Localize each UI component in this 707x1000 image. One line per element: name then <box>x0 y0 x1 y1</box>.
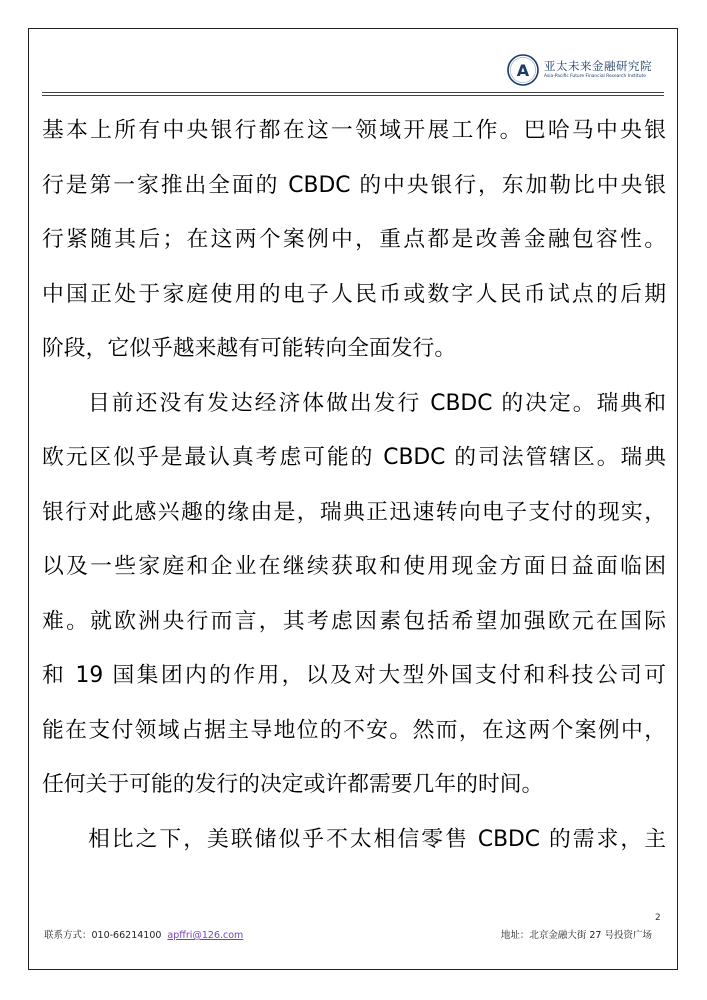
text-line: 中国正处于家庭使用的电子人民币或数字人民币试点的后期 <box>42 281 666 307</box>
text-line: 难。就欧洲央行而言，其考虑因素包括希望加强欧元在国际 <box>42 608 666 634</box>
text-line: 和 19 国集团内的作用，以及对大型外国支付和科技公司可 <box>42 663 666 688</box>
text-line: 行是第一家推出全面的 CBDC 的中央银行，东加勒比中央银 <box>42 172 666 198</box>
footer-address: 地址：北京金融大街 27 号投资广场 <box>500 930 652 941</box>
paragraph-1 <box>42 104 666 377</box>
text-line: 基本上所有中央银行都在这一领域开展工作。巴哈马中央银 <box>42 118 666 143</box>
text-line: 任何关于可能的发行的决定或许都需要几年的时间。 <box>42 772 544 797</box>
text-line: 相比之下，美联储似乎不太相信零售 CBDC 的需求，主 <box>88 826 666 852</box>
paragraph-2 <box>42 377 666 813</box>
contact-phone: 联系方式：010-66214100 <box>44 930 162 941</box>
footer-contact <box>44 927 243 941</box>
body-text <box>42 104 666 867</box>
text-line: 阶段，它似乎越来越有可能转向全面发行。 <box>42 336 457 361</box>
text-line: 欧元区似乎是最认真考虑可能的 CBDC 的司法管辖区。瑞典 <box>42 445 666 470</box>
text-line: 行紧随其后；在这两个案例中，重点都是改善金融包容性。 <box>42 227 666 252</box>
text-line: 目前还没有发达经济体做出发行 CBDC 的决定。瑞典和 <box>88 390 666 416</box>
page-number: 2 <box>655 913 661 923</box>
logo-emblem-icon <box>507 54 539 86</box>
text-line: 能在支付领域占据主导地位的不安。然而，在这两个案例中， <box>42 717 666 743</box>
institute-logo <box>507 52 667 88</box>
text-line: 银行对此感兴趣的缘由是，瑞典正迅速转向电子支付的现实， <box>42 499 666 525</box>
email-link[interactable]: apffri@126.com <box>167 930 244 941</box>
logo-letter: A <box>516 61 530 80</box>
text-line: 以及一些家庭和企业在继续获取和使用现金方面日益面临困 <box>42 554 666 579</box>
logo-name-en: Asia-Pacific Future Financial Research Institute <box>544 74 646 80</box>
header-divider <box>42 92 664 93</box>
paragraph-3 <box>42 813 666 868</box>
logo-name-cn: 亚太未来金融研究院 <box>544 58 652 73</box>
header-divider-double <box>42 95 664 96</box>
